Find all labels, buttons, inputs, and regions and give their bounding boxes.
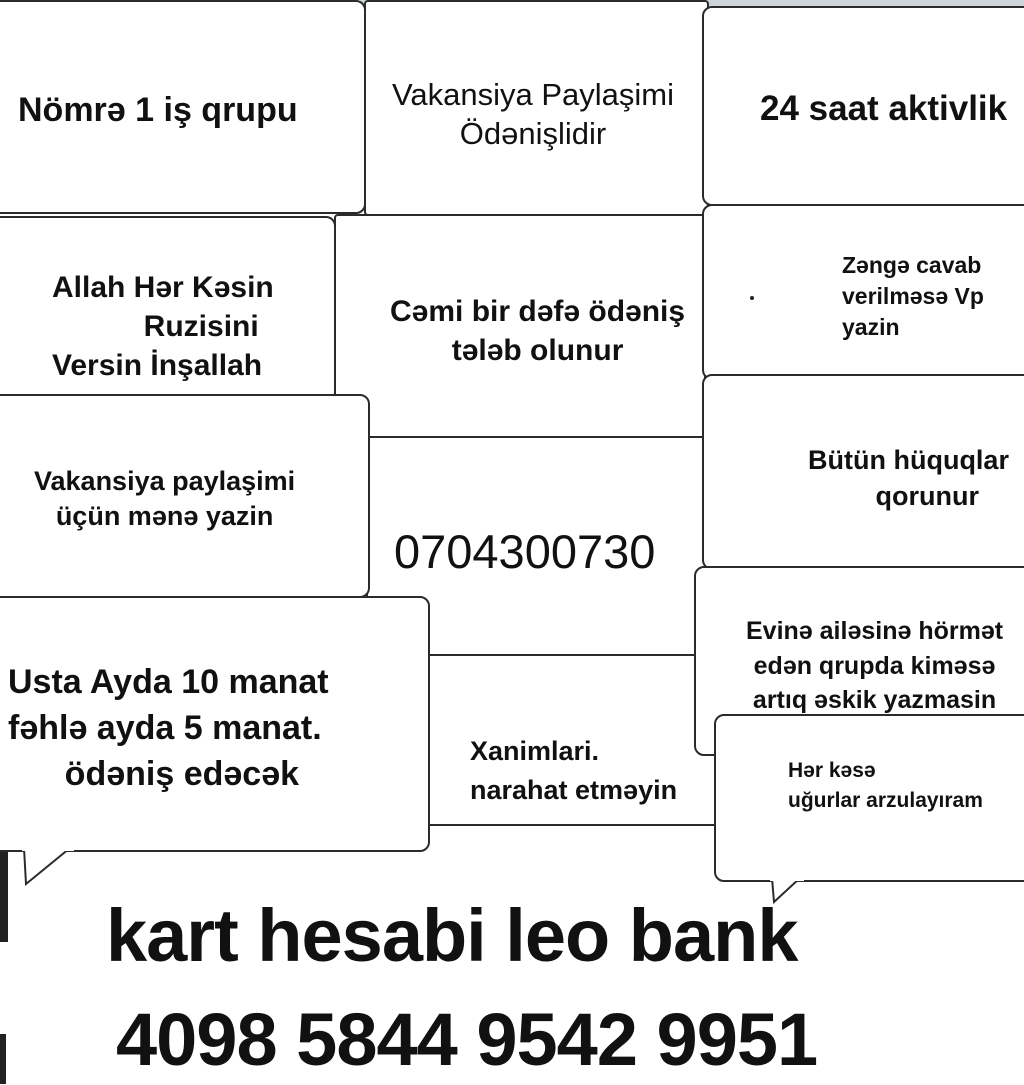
top-middle-text: Vakansiya Paylaşimi Ödənişlidir xyxy=(392,77,674,151)
bottom-middle-text: Xanimlari. narahat etməyin xyxy=(470,736,678,806)
edge-mark xyxy=(0,1034,6,1084)
card-number: 4098 5844 9542 9951 xyxy=(116,998,818,1081)
dot-mark xyxy=(750,296,754,300)
edge-mark xyxy=(0,852,8,942)
card-label: kart hesabi leo bank xyxy=(106,894,798,977)
top-right-text: 24 saat aktivlik xyxy=(760,89,1008,128)
bottom-right-text: Hər kəsə uğurlar arzulayıram xyxy=(788,759,983,813)
row2-middle-text: Cəmi bir dəfə ödəniş tələb olunur xyxy=(390,295,686,367)
row2-left-text: Allah Hər Kəsin Ruzisini Versin İnşallah xyxy=(52,271,274,382)
bubble-tail-bottom-left xyxy=(18,848,78,888)
row3-left-text: Vakansiya paylaşimi üçün mənə yazin xyxy=(34,466,296,532)
row2-right-text: Zəngə cavab verilməsə Vp yazin xyxy=(842,252,984,341)
bottom-left-text: Usta Ayda 10 manat fəhlə ayda 5 manat. ödəniş edəcək xyxy=(8,663,329,793)
top-left-text: Nömrə 1 iş qrupu xyxy=(18,91,298,129)
row4-right-text: Evinə ailəsinə hörmət edən qrupda kiməsə artıq əskik yazmasin xyxy=(746,617,1004,714)
phone-number: 0704300730 xyxy=(394,525,656,578)
row3-right-text: Bütün hüquqlar qorunur xyxy=(808,445,1009,512)
